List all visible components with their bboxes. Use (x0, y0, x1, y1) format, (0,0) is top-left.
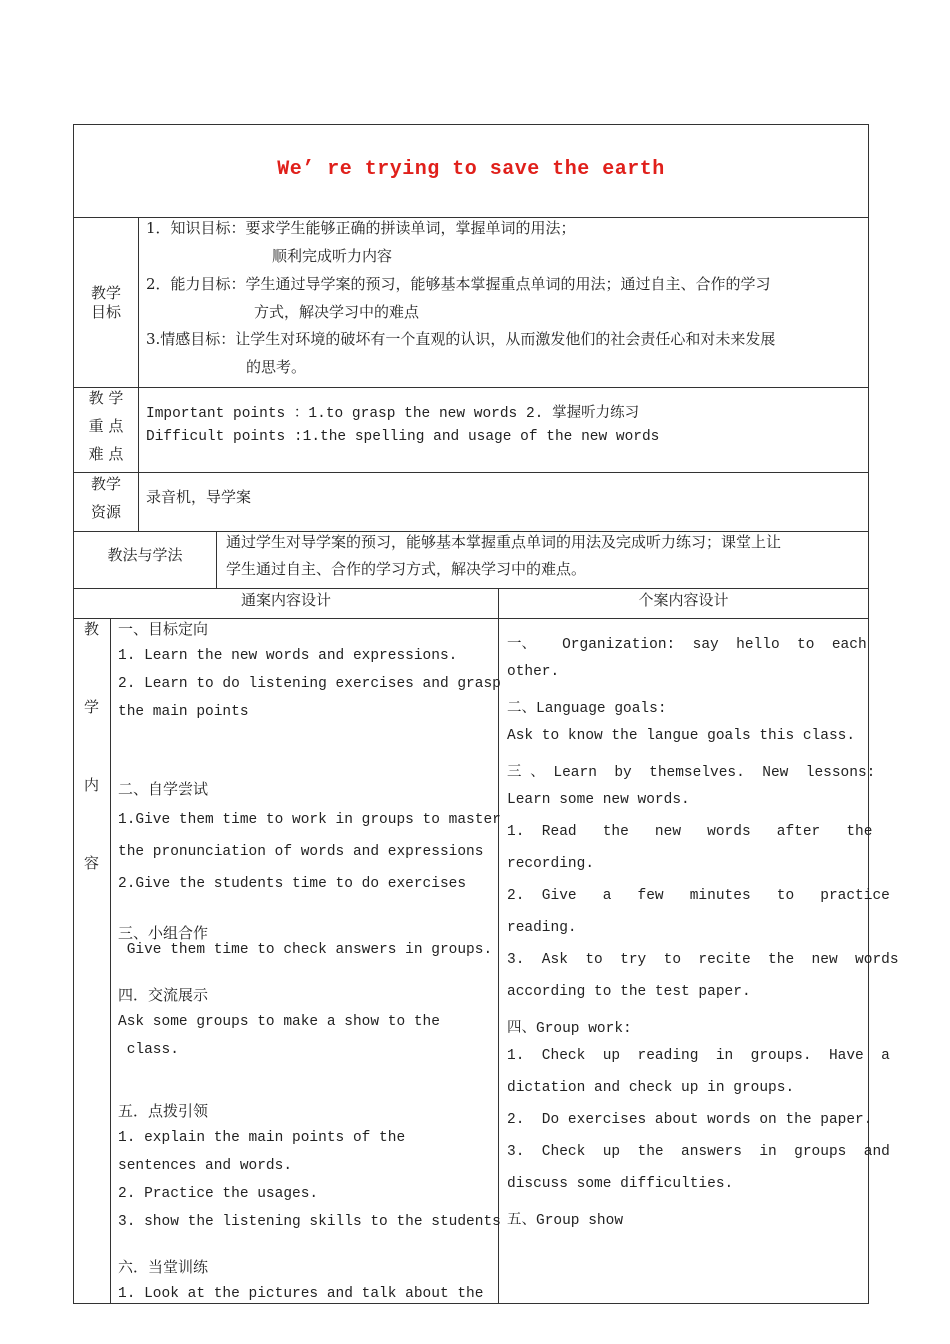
plan-line: 2. Do exercises about words on the paper. (507, 1112, 873, 1128)
section-title: 四．交流展示 (118, 986, 209, 1004)
plan-line: 二、Language goals: (507, 701, 667, 717)
plan-line: 3. Ask to try to recite the new words (507, 952, 899, 968)
individual-plan-header: 个案内容设计 (638, 591, 729, 609)
key-points-label-line: 教 学 (88, 389, 124, 407)
section-title: 一、目标定向 (118, 620, 209, 638)
plan-line: 1. explain the main points of the (118, 1130, 406, 1146)
important-points: Important points ：1.to grasp the new words 2. 掌握听力练习 (146, 406, 640, 422)
plan-line: 三 、 Learn by themselves. New lessons: (507, 765, 876, 781)
plan-line: discuss some difficulties. (507, 1176, 734, 1192)
resources-text: 录音机，导学案 (146, 488, 252, 506)
plan-line: 2. Practice the usages. (118, 1186, 319, 1202)
plan-line: Learn some new words. (507, 792, 690, 808)
methods-line: 学生通过自主、合作的学习方式，解决学习中的难点。 (226, 560, 587, 578)
plan-line: other. (507, 664, 560, 680)
key-points-label-line: 难 点 (88, 445, 124, 463)
plan-line: 1. Look at the pictures and talk about the (118, 1286, 484, 1302)
plan-line: according to the test paper. (507, 984, 751, 1000)
objectives-label (74, 284, 138, 322)
methods-line: 通过学生对导学案的预习，能够基本掌握重点单词的用法及完成听力练习；课堂上让 (226, 533, 782, 551)
key-points-label-line: 重 点 (88, 417, 124, 435)
content-label-char: 学 (84, 698, 100, 716)
difficult-points: Difficult points :1.the spelling and usage of the new words (146, 429, 660, 445)
plan-line: Ask some groups to make a show to the (118, 1014, 440, 1030)
plan-line: 3. show the listening skills to the students (118, 1214, 501, 1230)
plan-line: 2.Give the students time to do exercises (118, 876, 467, 892)
objective-line: 2．能力目标：学生通过导学案的预习，能够基本掌握重点单词的用法；通过自主、合作的学习 (146, 275, 771, 293)
plan-line: 2. Learn to do listening exercises and grasp (118, 676, 501, 692)
plan-line: Ask to know the langue goals this class. (507, 728, 856, 744)
content-label-char: 教 (84, 620, 100, 638)
plan-line: 2. Give a few minutes to practice (507, 888, 890, 904)
plan-line: 1. Learn the new words and expressions. (118, 648, 458, 664)
plan-line: reading. (507, 920, 577, 936)
plan-line: class. (118, 1042, 179, 1058)
plan-line: 1.Give them time to work in groups to master (118, 812, 501, 828)
page-title: We’ re trying to save the earth (277, 158, 665, 181)
section-title: 六．当堂训练 (118, 1258, 209, 1276)
key-points-label (74, 384, 138, 468)
objective-line: 的思考。 (246, 358, 307, 376)
plan-line: sentences and words. (118, 1158, 293, 1174)
plan-line: recording. (507, 856, 595, 872)
plan-line: 五、Group show (507, 1213, 624, 1229)
section-title: 三、小组合作 (118, 924, 209, 942)
plan-line: the main points (118, 704, 249, 720)
resources-label-line: 教学 (90, 475, 121, 493)
content-label-char: 内 (84, 776, 100, 794)
methods-label: 教法与学法 (107, 546, 183, 564)
plan-line: 1. Read the new words after the (507, 824, 873, 840)
objective-line: 方式，解决学习中的难点 (254, 303, 420, 321)
plan-line: 一、 Organization: say hello to each (507, 637, 867, 653)
plan-line: the pronunciation of words and expressions (118, 844, 484, 860)
resources-label-line: 资源 (90, 503, 121, 521)
objective-line: 顺利完成听力内容 (272, 247, 393, 265)
plan-line: 1. Check up reading in groups. Have a (507, 1048, 890, 1064)
section-title: 五．点拨引领 (118, 1102, 209, 1120)
plan-line: dictation and check up in groups. (507, 1080, 795, 1096)
plan-line: 3. Check up the answers in groups and (507, 1144, 890, 1160)
content-label-char: 容 (84, 854, 100, 872)
objectives-label-line: 教学 (90, 284, 121, 302)
resources-label (74, 470, 138, 526)
objectives-label-line: 目标 (90, 303, 121, 321)
plan-line: 四、Group work: (507, 1021, 632, 1037)
objective-line: 1．知识目标：要求学生能够正确的拼读单词，掌握单词的用法； (146, 219, 576, 237)
section-title: 二、自学尝试 (118, 780, 209, 798)
common-plan-header: 通案内容设计 (240, 591, 331, 609)
plan-line: Give them time to check answers in groups. (118, 942, 493, 958)
objective-line: 3.情感目标：让学生对环境的破坏有一个直观的认识，从而激发他们的社会责任心和对未来发展 (146, 330, 776, 348)
